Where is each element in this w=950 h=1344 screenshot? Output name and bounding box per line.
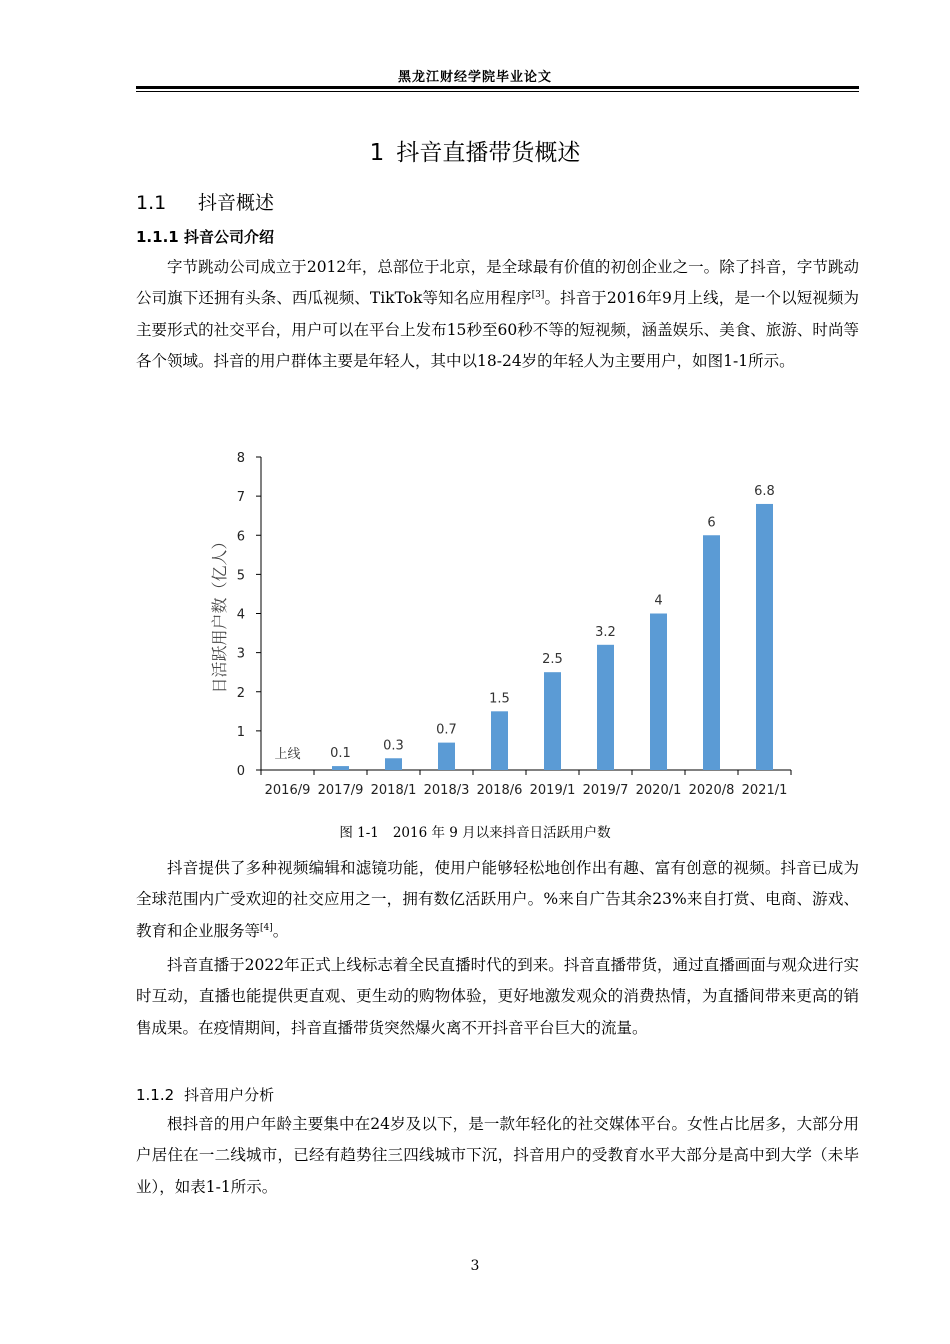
section-heading	[136, 188, 274, 215]
bar	[597, 645, 614, 770]
chart-canvas	[200, 440, 800, 810]
x-tick-label: 2021/1	[741, 783, 788, 798]
bar	[544, 672, 561, 770]
x-tick-label: 2020/8	[688, 783, 735, 798]
bar	[332, 766, 349, 770]
subsection-1-title: 抖音公司介绍	[183, 228, 274, 246]
bar-data-label: 0.3	[383, 738, 404, 754]
figure-caption-text: 2016 年 9 月以来抖音日活跃用户数	[392, 825, 611, 841]
bar	[756, 504, 773, 770]
bar-data-label: 6.8	[754, 483, 775, 499]
x-tick-label: 2018/6	[476, 783, 523, 798]
subsection-heading-1	[136, 226, 274, 247]
dau-bar-chart	[200, 440, 800, 810]
x-tick-label: 2019/7	[582, 783, 629, 798]
bar	[438, 743, 455, 770]
figure-caption	[0, 821, 950, 841]
chapter-title	[0, 134, 950, 167]
bar	[650, 614, 667, 771]
page-number: 3	[470, 1258, 480, 1274]
header-rule-thick	[136, 86, 859, 89]
chapter-number: 1	[369, 140, 385, 166]
bar	[491, 711, 508, 770]
running-header: 黑龙江财经学院毕业论文	[397, 70, 552, 85]
bar-data-label: 0.1	[330, 746, 351, 762]
y-axis-title: 日活跃用户数（亿人）	[210, 533, 229, 694]
subsection-1-number: 1.1.1	[136, 228, 179, 246]
x-tick-label: 2017/9	[317, 783, 364, 798]
paragraph-2	[136, 853, 859, 947]
bar-data-label: 3.2	[595, 624, 616, 640]
citation-4: [4]	[260, 922, 273, 933]
paragraph-2-text-a: 抖音提供了多种视频编辑和滤镜功能，使用户能够轻松地创作出有趣、富有创意的视频。抖音已成为全球范围内广受欢迎的社交应用之一，拥有数亿活跃用户。%来自广告其余23%来自打赏、电商、游戏、教育和企业服务等	[136, 859, 859, 940]
subsection-heading-2	[136, 1084, 274, 1105]
subsection-2-number: 1.1.2	[136, 1086, 175, 1104]
subsection-2-title: 抖音用户分析	[184, 1086, 275, 1104]
x-tick-label: 2020/1	[635, 783, 682, 798]
y-tick-label: 3	[236, 646, 245, 662]
bar-data-label: 1.5	[489, 691, 510, 707]
header-rule-thin	[136, 91, 859, 92]
bar	[385, 758, 402, 770]
x-tick-label: 2019/1	[529, 783, 576, 798]
paragraph-2-text-b: 。	[272, 921, 289, 940]
bar	[703, 535, 720, 770]
y-tick-label: 2	[236, 685, 245, 701]
y-tick-label: 4	[236, 607, 245, 623]
chapter-title-text: 抖音直播带货概述	[396, 140, 581, 166]
y-tick-label: 8	[236, 451, 245, 466]
x-tick-label: 2018/1	[370, 783, 417, 798]
bar-data-label: 0.7	[436, 722, 457, 738]
figure-number: 图 1-1	[339, 825, 379, 841]
paragraph-1-text-a: 字节跳动公司成立于2012年，总部位于北京，是全球最有价值的初创企业之一。除了抖音，字节跳动公司旗下还拥有头条、西瓜视频、TikTok等知名应用程序	[136, 258, 859, 308]
section-title: 抖音概述	[198, 192, 275, 214]
paragraph-4: 根抖音的用户年龄主要集中在24岁及以下，是一款年轻化的社交媒体平台。女性占比居多，大部分用户居住在一二线城市，已经有趋势往三四线城市下沉，抖音用户的受教育水平大部分是高中到大学（未毕业），如表1-1所示。	[136, 1115, 859, 1196]
y-tick-label: 7	[236, 490, 245, 506]
citation-3: [3]	[531, 290, 545, 301]
paragraph-3: 抖音直播于2022年正式上线标志着全民直播时代的到来。抖音直播带货，通过直播画面与观众进行实时互动，直播也能提供更直观、更生动的购物体验，更好地激发观众的消费热情，为直播间带来更高的销售成果。在疫情期间，抖音直播带货突然爆火离不开抖音平台巨大的流量。	[136, 956, 859, 1037]
section-number: 1.1	[136, 192, 167, 214]
bar-data-label: 2.5	[542, 652, 563, 668]
y-tick-label: 0	[236, 764, 245, 779]
paragraph-1	[136, 252, 859, 377]
y-tick-label: 5	[236, 568, 245, 584]
x-tick-label: 2016/9	[264, 783, 311, 798]
bar-data-label: 6	[707, 515, 716, 531]
bar-data-label: 上线	[274, 747, 301, 762]
y-tick-label: 6	[236, 529, 245, 545]
x-tick-label: 2018/3	[423, 783, 470, 798]
paragraph-1-text-b: 。抖音于2016年9月上线，是一个以短视频为主要形式的社交平台，用户可以在平台上发布15秒至60秒不等的短视频，涵盖娱乐、美食、旅游、时尚等各个领域。抖音的用户群体主要是年轻人，其中以18-24岁的年轻人为主要用户，如图1-1所示。	[136, 289, 859, 370]
y-tick-label: 1	[236, 724, 245, 740]
bar-data-label: 4	[654, 593, 663, 609]
